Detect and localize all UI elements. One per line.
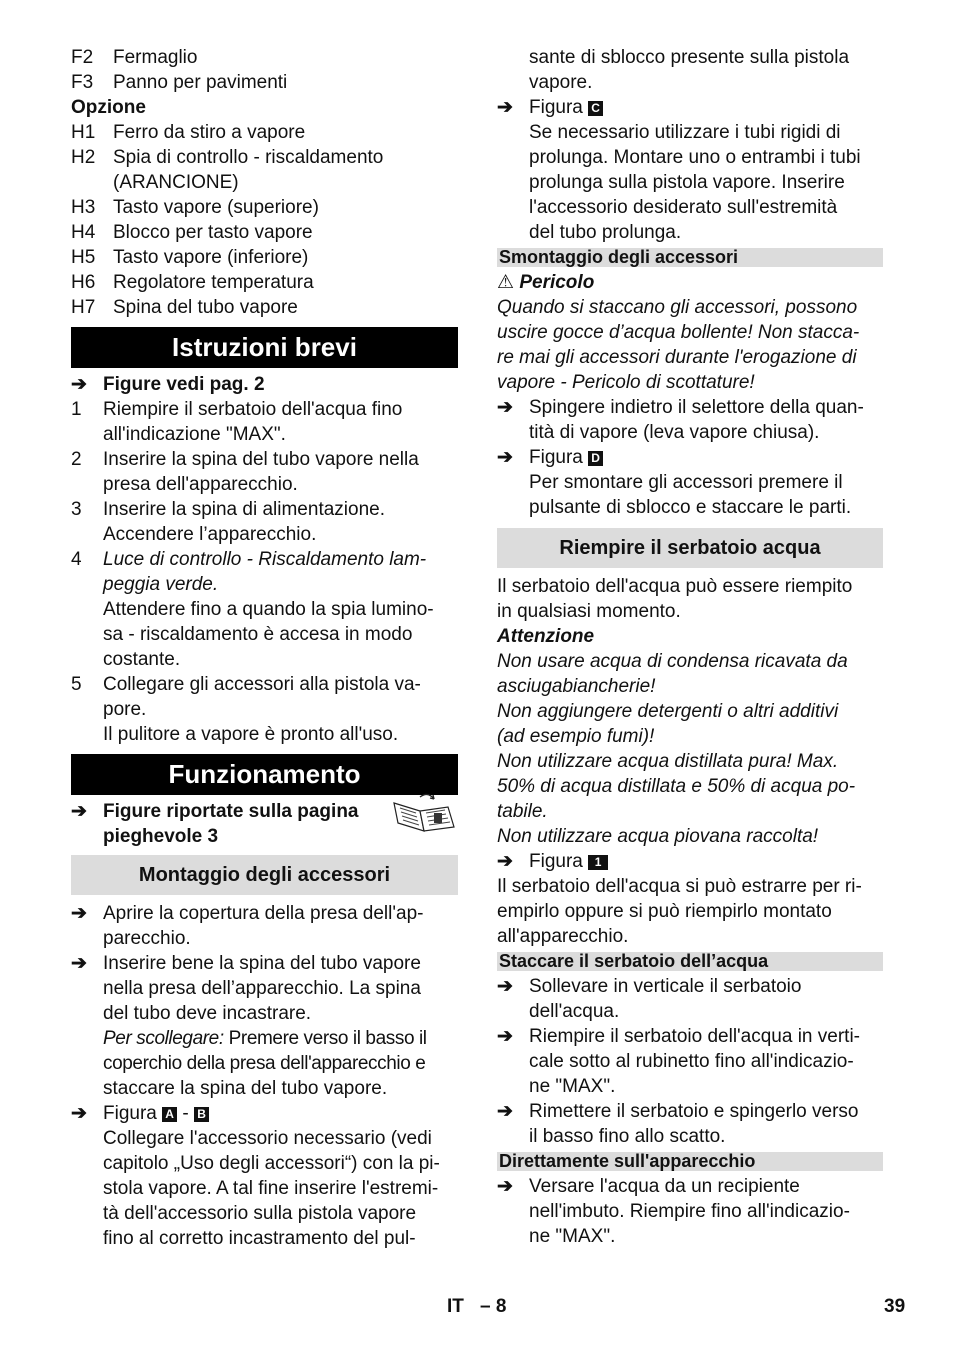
figure-label-1: 1 [588, 855, 608, 870]
attention-text: Non aggiungere detergenti o altri additivi [497, 701, 839, 722]
attention-text: Non utilizzare acqua distillata pura! Max. [497, 751, 839, 772]
option-code: H7 [71, 297, 96, 318]
instruction-item: ➔ Figura A - B Collegare l'accessorio necessario (vedi capitolo „Uso degli accessori“) con la pi- stola vapore. A tal fine inserire l'estremi- tà dell'accessorio sulla pistola vapore fino al corretto incastramento del pul- [71, 1103, 440, 1249]
step-number: 5 [71, 674, 82, 695]
option-code: H5 [71, 247, 96, 268]
arrow-icon: ➔ [71, 903, 87, 924]
option-code: H2 [71, 147, 96, 168]
figure-label-b: B [194, 1107, 209, 1122]
step-item: 5 Collegare gli accessori alla pistola va- pore. Il pulitore a vapore è pronto all'uso. [71, 674, 421, 745]
left-column [71, 45, 458, 1251]
danger-text: Quando si staccano gli accessori, possono [497, 297, 858, 318]
arrow-icon: ➔ [497, 851, 513, 872]
danger-text: re mai gli accessori durante l'erogazione di [497, 347, 857, 368]
footer-language: IT [447, 1296, 464, 1317]
figure-reference: ➔ Figure riportate sulla pagina pieghevole 3 [71, 799, 458, 849]
option-item [71, 245, 458, 270]
attention-text: Non utilizzare acqua piovana raccolta! [497, 826, 819, 847]
subsection-title-direttamente: Direttamente sull'apparecchio [497, 1152, 883, 1171]
part-label: Fermaglio [113, 47, 198, 68]
page-number: 39 [884, 1296, 906, 1317]
attention-text: (ad esempio fumi)! [497, 726, 655, 747]
subsection-title-riempire: Riempire il serbatoio acqua [497, 528, 883, 568]
figure-reference: ➔ Figure vedi pag. 2 [71, 374, 265, 395]
body-text: empirlo oppure si può riempirlo montato [497, 901, 832, 922]
instruction-continued: sante di sblocco presente sulla pistola vapore. [529, 47, 850, 93]
option-label: Tasto vapore (inferiore) [113, 247, 309, 268]
instruction-item: ➔ Inserire bene la spina del tubo vapore nella presa dell’apparecchio. La spina del tubo deve incastrare. Per scollegare: Premere verso il basso il coperchio della presa dell'apparecchio e staccare la spina del tubo vapore. [71, 953, 427, 1099]
option-item [71, 270, 458, 295]
figure-reference: ➔ Figura 1 [497, 849, 883, 874]
figure-label-c: C [588, 101, 603, 116]
step-number: 2 [71, 449, 82, 470]
step-item: 3 Inserire la spina di alimentazione. Accendere l’apparecchio. [71, 499, 385, 545]
section-title-istruzioni: Istruzioni brevi [71, 327, 458, 368]
subsection-title-smontaggio: Smontaggio degli accessori [497, 248, 883, 267]
instruction-item: ➔ Spingere indietro il selettore della quan- tità di vapore (leva vapore chiusa). [497, 397, 864, 443]
step-number: 1 [71, 399, 82, 420]
body-text: Il serbatoio dell'acqua si può estrarre per ri- [497, 876, 862, 897]
option-item [71, 145, 458, 195]
body-text: all'apparecchio. [497, 926, 629, 947]
instruction-item: ➔ Aprire la copertura della presa dell'ap- parecchio. [71, 903, 424, 949]
option-label: Blocco per tasto vapore [113, 222, 313, 243]
option-item [71, 195, 458, 220]
arrow-icon: ➔ [71, 374, 87, 395]
option-label-cont: (ARANCIONE) [113, 172, 239, 193]
instruction-item: ➔ Rimettere il serbatoio e spingerlo verso il basso fino allo scatto. [497, 1101, 859, 1147]
option-label: Spia di controllo - riscaldamento [113, 147, 384, 168]
danger-text: uscire gocce d’acqua bollente! Non stacca- [497, 322, 860, 343]
option-label: Spina del tubo vapore [113, 297, 298, 318]
danger-text: vapore - Pericolo di scottature! [497, 372, 755, 393]
step-item: 1 Riempire il serbatoio dell'acqua fino all'indicazione "MAX". [71, 399, 403, 445]
attention-text: Non usare acqua di condensa ricavata da [497, 651, 848, 672]
attention-text: tabile. [497, 801, 548, 822]
arrow-icon: ➔ [497, 1026, 513, 1047]
arrow-icon: ➔ [497, 97, 513, 118]
option-item [71, 295, 458, 320]
option-label: Tasto vapore (superiore) [113, 197, 319, 218]
attention-text: asciugabiancherie! [497, 676, 656, 697]
subsection-title-staccare: Staccare il serbatoio dell’acqua [497, 952, 883, 971]
option-label: Regolatore temperatura [113, 272, 314, 293]
option-heading: Opzione [71, 97, 146, 118]
part-item [71, 45, 458, 70]
part-item [71, 70, 458, 95]
option-code: H4 [71, 222, 96, 243]
option-code: H6 [71, 272, 96, 293]
instruction-item: ➔ Figura D Per smontare gli accessori premere il pulsante di sblocco e staccare le parti. [497, 447, 852, 518]
figure-label-d: D [588, 451, 603, 466]
option-item [71, 120, 458, 145]
right-column [497, 45, 883, 1249]
instruction-item: ➔ Figura C Se necessario utilizzare i tubi rigidi di prolunga. Montare uno o entrambi i tubi prolunga sulla pistola vapore. Inserire l'accessorio desiderato sull'estremità del tubo prolunga. [497, 97, 861, 243]
arrow-icon: ➔ [497, 976, 513, 997]
subsection-title-montaggio: Montaggio degli accessori [71, 855, 458, 895]
step-item: 4 Luce di controllo - Riscaldamento lam- peggia verde. Attendere fino a quando la spia lumino- sa - riscaldamento è accesa in modo costante. [71, 549, 434, 670]
instruction-item: ➔ Sollevare in verticale il serbatoio dell'acqua. [497, 976, 802, 1022]
arrow-icon: ➔ [71, 801, 87, 822]
figure-label-a: A [162, 1107, 177, 1122]
attention-text: 50% di acqua distillata e 50% di acqua po- [497, 776, 856, 797]
option-code: H1 [71, 122, 96, 143]
part-code: F3 [71, 72, 94, 93]
foldout-booklet-icon [390, 791, 458, 835]
arrow-icon: ➔ [497, 1176, 513, 1197]
option-label: Ferro da stiro a vapore [113, 122, 306, 143]
section-title-funzionamento: Funzionamento [71, 754, 458, 795]
arrow-icon: ➔ [71, 953, 87, 974]
attention-heading: Attenzione [497, 626, 595, 647]
step-number: 3 [71, 499, 82, 520]
danger-heading: ⚠ Pericolo [497, 272, 595, 293]
arrow-icon: ➔ [497, 1101, 513, 1122]
part-label: Panno per pavimenti [113, 72, 288, 93]
body-text: in qualsiasi momento. [497, 601, 681, 622]
option-item [71, 220, 458, 245]
part-code: F2 [71, 47, 94, 68]
arrow-icon: ➔ [71, 1103, 87, 1124]
arrow-icon: ➔ [497, 447, 513, 468]
step-item: 2 Inserire la spina del tubo vapore nella presa dell'apparecchio. [71, 449, 419, 495]
body-text: Il serbatoio dell'acqua può essere riempito [497, 576, 853, 597]
warning-triangle-icon: ⚠ [497, 272, 515, 293]
footer-local-page: – 8 [480, 1296, 507, 1317]
option-code: H3 [71, 197, 96, 218]
instruction-item: ➔ Riempire il serbatoio dell'acqua in verti- cale sotto al rubinetto fino all'indicazio- ne "MAX". [497, 1026, 860, 1097]
instruction-item: ➔ Versare l'acqua da un recipiente nell'imbuto. Riempire fino all'indicazio- ne "MAX". [497, 1176, 850, 1247]
step-number: 4 [71, 549, 82, 570]
arrow-icon: ➔ [497, 397, 513, 418]
